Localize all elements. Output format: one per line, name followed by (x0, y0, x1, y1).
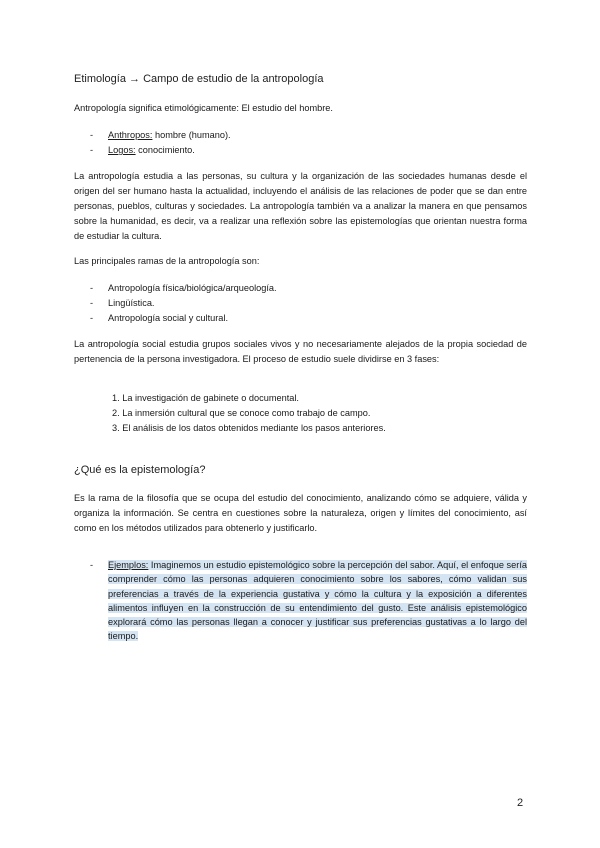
term-logos: Logos: (108, 145, 136, 155)
anthropology-paragraph: La antropología estudia a las personas, su cultura y la organización de las sociedades humanas desde el origen del ser humano hasta la actualidad, incluyendo el análisis de las relaciones de poder que se dan entre personas, pueblos, culturas y sociedades. La antropología también va a analizar la manera en que pensamos sobre la humanidad, es decir, va a realizar una reflexión sobre las epistemologías que orientan nuestra forma de estudiar la cultura. (74, 171, 527, 241)
branches-list (90, 281, 277, 326)
example-item (90, 558, 527, 644)
list-item: 3. El análisis de los datos obtenidos mediante los pasos anteriores. (112, 423, 386, 433)
etymology-list (90, 128, 231, 158)
bullet-dash: - (90, 560, 94, 570)
list-item: 2. La inmersión cultural que se conoce como trabajo de campo. (112, 408, 371, 418)
list-item: - Antropología social y cultural. (90, 311, 277, 326)
epistemology-heading: ¿Qué es la epistemología? (74, 464, 206, 476)
meaning-logos: conocimiento. (135, 145, 195, 155)
example-label: Ejemplos: (108, 560, 149, 570)
list-item: - Lingüística. (90, 296, 277, 311)
branches-intro: Las principales ramas de la antropología son: (74, 256, 260, 266)
epistemology-definition: Es la rama de la filosofía que se ocupa del estudio del conocimiento, analizando cómo se adquiere, válida y organiza la información. Se centra en cuestiones sobre la naturaleza, origen y límites del conocimiento, así como en los métodos utilizados para obtenerlo y justificarlo. (74, 493, 527, 533)
page-number: 2 (517, 797, 524, 809)
meaning-anthropos: hombre (humano). (152, 130, 231, 140)
list-item: - Antropología física/biológica/arqueología. (90, 281, 277, 296)
example-text: Imaginemos un estudio epistemológico sobre la percepción del sabor. Aquí, el enfoque sería comprender cómo las personas adquieren conocimiento sobre los sabores, cómo validan sus preferencias a través de la experiencia gustativa y cómo la cultura y la exposición a diferentes alimentos influyen en la construcción de su entendimiento del gusto. Este análisis epistemológico explorará cómo las personas llegan a conocer y justificar sus preferencias gustativas a lo largo del tiempo. (108, 560, 527, 642)
page-title: Etimología → Campo de estudio de la antropología (74, 73, 324, 85)
phases-list (112, 391, 386, 436)
list-item: 1. La investigación de gabinete o documental. (112, 393, 299, 403)
list-item (90, 128, 231, 143)
social-anthropology-paragraph: La antropología social estudia grupos sociales vivos y no necesariamente alejados de la propia sociedad de pertenencia de la persona investigadora. El proceso de estudio suele dividirse en 3 fases: (74, 339, 527, 364)
list-item (90, 143, 231, 158)
etymology-intro: Antropología significa etimológicamente: El estudio del hombre. (74, 103, 333, 113)
term-anthropos: Anthropos: (108, 130, 153, 140)
